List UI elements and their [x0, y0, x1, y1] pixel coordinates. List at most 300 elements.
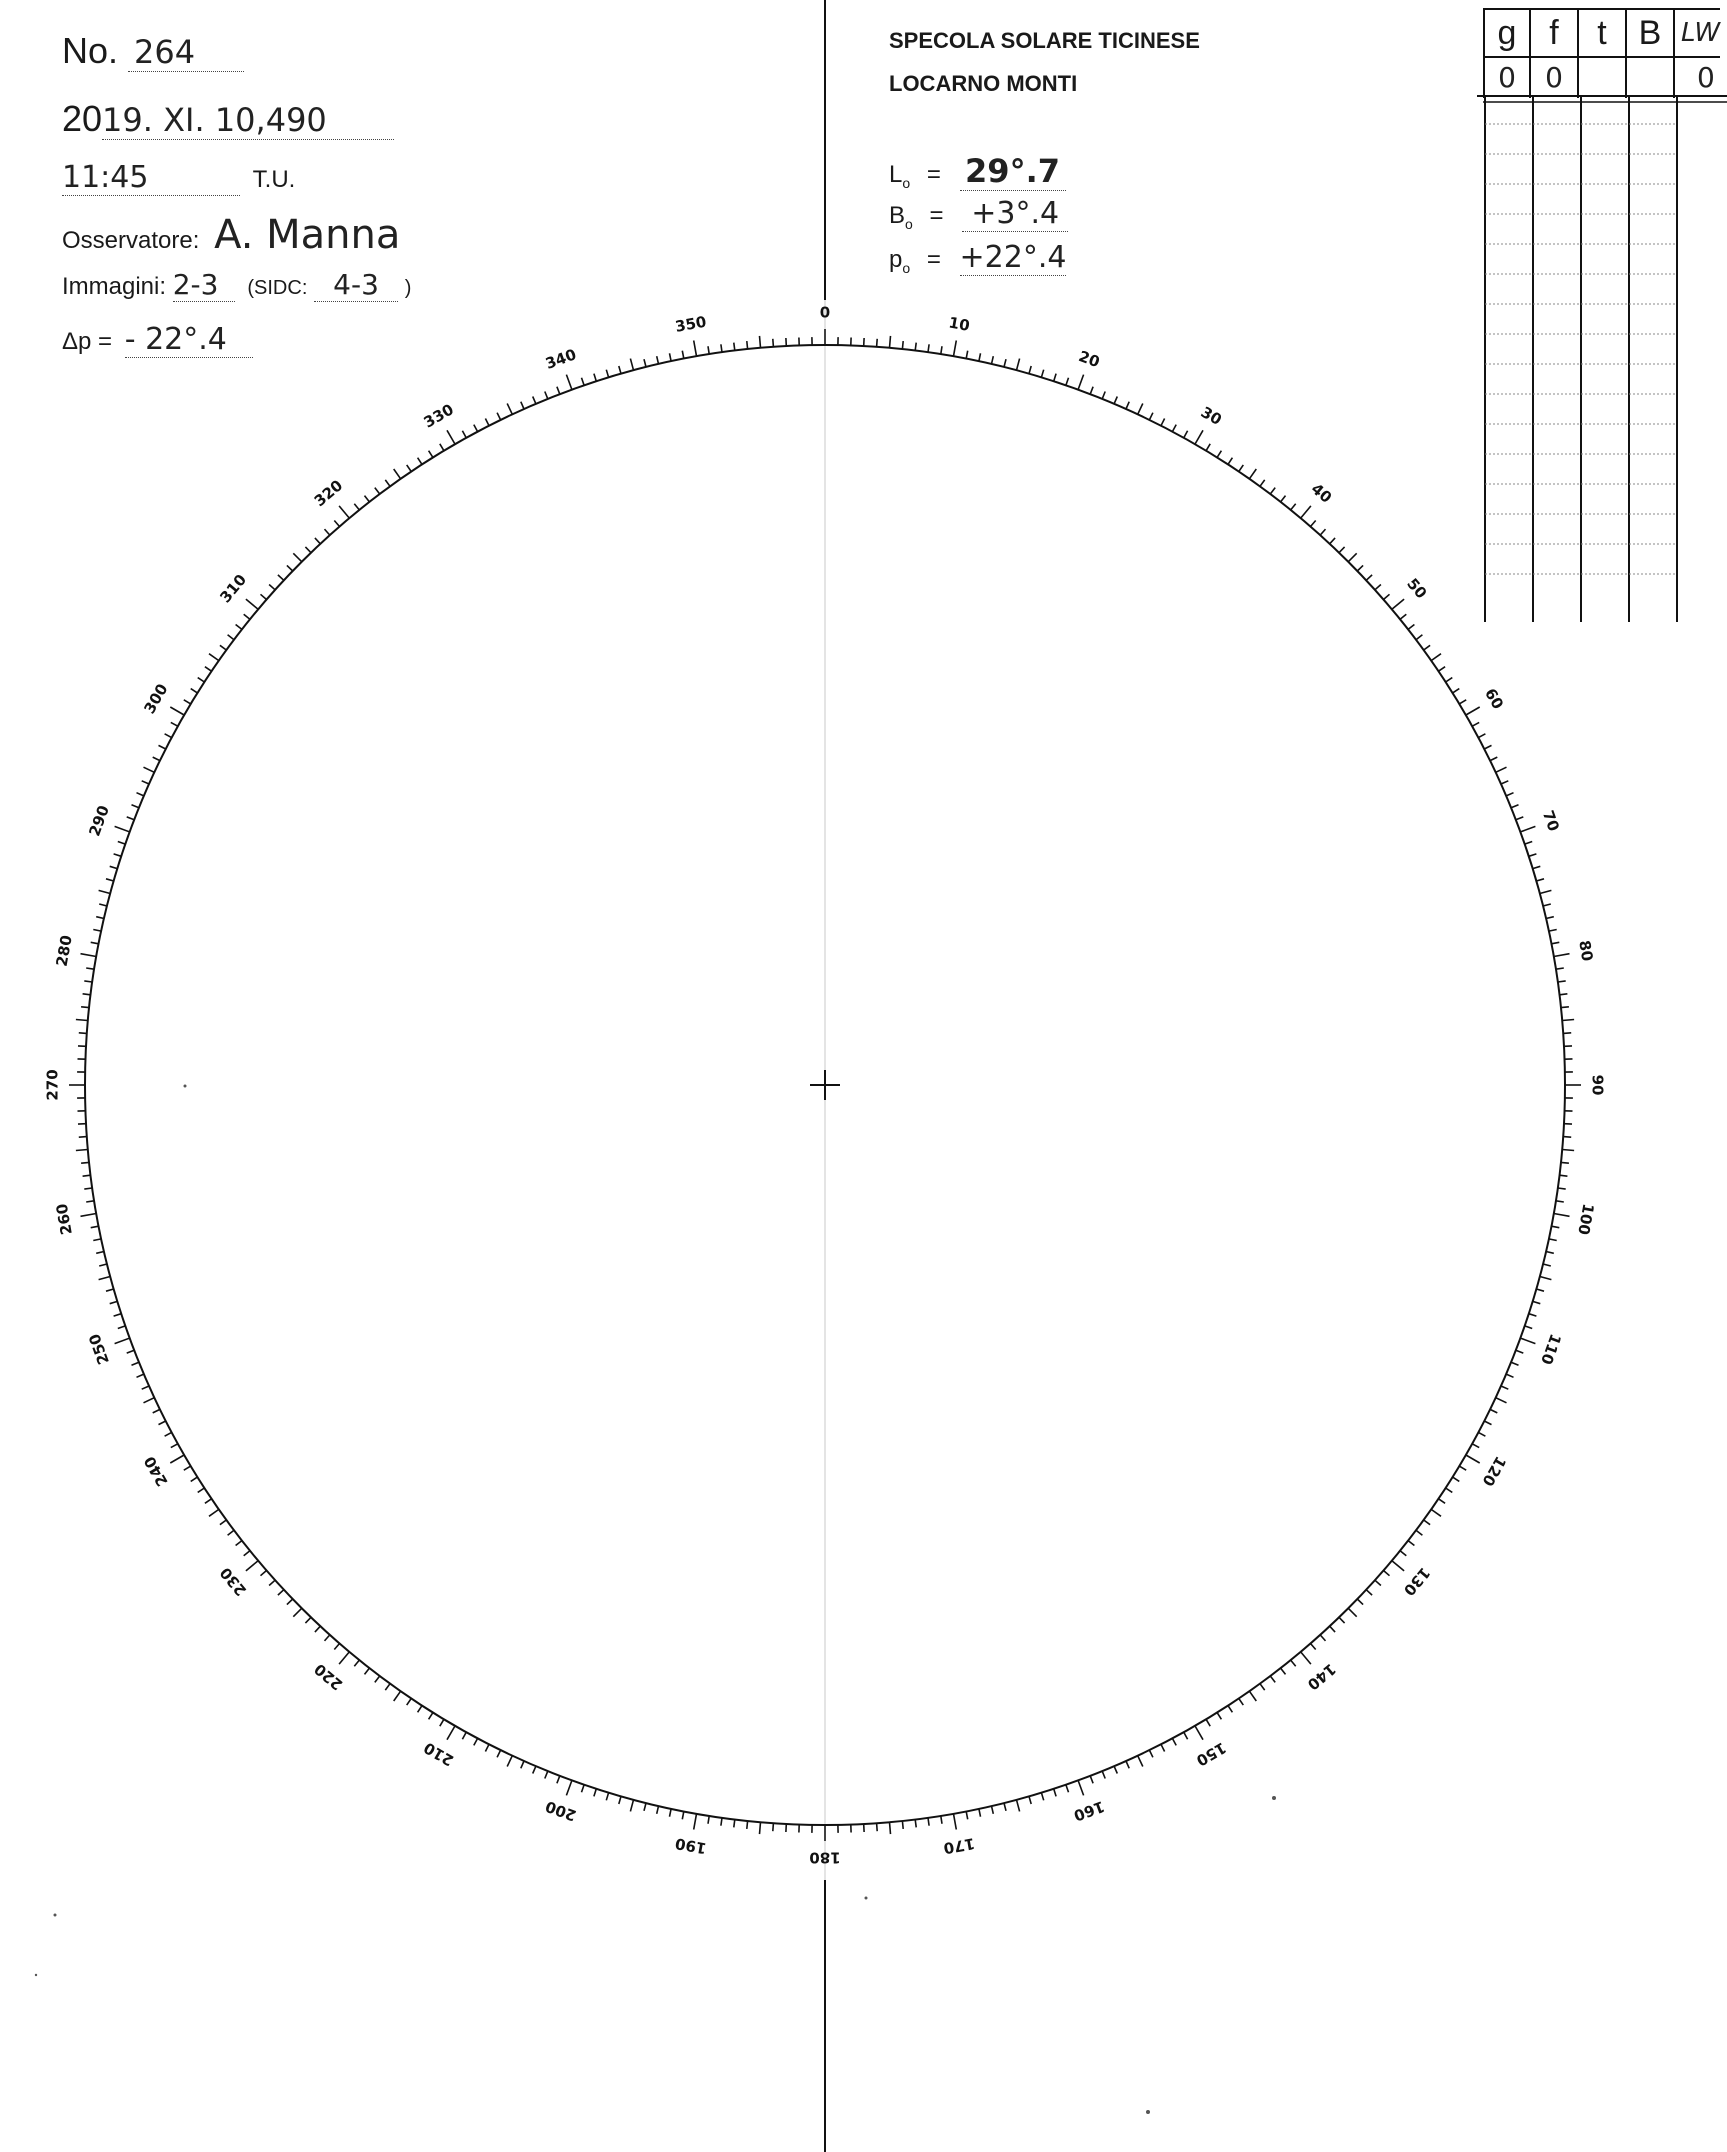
- degree-tick: [1453, 1477, 1460, 1481]
- degree-tick: [507, 1756, 512, 1767]
- degree-tick: [365, 1668, 370, 1674]
- degree-tick: [1446, 678, 1453, 682]
- degree-tick: [159, 745, 166, 749]
- degree-tick: [1366, 1590, 1372, 1595]
- degree-tick: [1478, 1432, 1485, 1436]
- degree-tick: [1078, 1780, 1084, 1795]
- degree-tick: [1029, 366, 1031, 374]
- degree-tick: [734, 343, 735, 351]
- degree-tick: [1446, 1488, 1453, 1492]
- degree-tick: [205, 1499, 212, 1504]
- degree-tick: [93, 1239, 101, 1241]
- degree-tick: [1560, 1175, 1568, 1176]
- degree-tick: [1554, 1214, 1570, 1217]
- degree-tick: [86, 1201, 94, 1202]
- degree-tick: [1484, 745, 1491, 749]
- degree-tick: [644, 359, 646, 367]
- degree-tick: [1102, 392, 1105, 399]
- degree-tick: [1195, 430, 1203, 444]
- degree-tick: [96, 917, 104, 919]
- degree-tick: [1311, 521, 1316, 527]
- degree-tick: [81, 1162, 89, 1163]
- degree-tick: [1562, 1020, 1574, 1021]
- degree-tick: [1320, 529, 1325, 535]
- B0-label: B: [889, 202, 906, 229]
- degree-label: 280: [52, 933, 76, 968]
- degree-tick: [1090, 387, 1093, 395]
- degree-tick: [1511, 1362, 1518, 1365]
- degree-tick: [407, 1699, 412, 1706]
- images-label: Immagini:: [62, 273, 167, 300]
- degree-tick: [1239, 465, 1244, 472]
- degree-tick: [1384, 594, 1390, 599]
- degree-tick: [81, 1007, 89, 1008]
- header-g: g: [1483, 10, 1531, 56]
- degree-tick: [1126, 1761, 1129, 1768]
- time-value: 11:45: [62, 160, 240, 196]
- degree-tick: [1184, 431, 1188, 438]
- degree-tick: [99, 1277, 111, 1280]
- degree-tick: [1424, 645, 1430, 650]
- sidc-close: ): [404, 277, 412, 299]
- degree-tick: [545, 392, 548, 399]
- degree-tick: [474, 425, 478, 432]
- degree-tick: [385, 480, 390, 486]
- degree-tick: [1516, 817, 1524, 820]
- degree-label: 110: [1537, 1331, 1565, 1367]
- degree-tick: [1392, 1561, 1404, 1571]
- B0-eq: =: [929, 202, 944, 229]
- degree-tick: [1556, 1201, 1564, 1202]
- degree-label: 60: [1481, 685, 1508, 713]
- degree-tick: [1017, 1800, 1020, 1812]
- degree-tick: [1551, 1226, 1559, 1228]
- degree-tick: [1556, 968, 1564, 969]
- degree-label: 200: [543, 1797, 579, 1825]
- degree-tick: [114, 1314, 122, 1316]
- degree-tick: [630, 1800, 633, 1812]
- degree-tick: [159, 1421, 166, 1425]
- degree-tick: [418, 458, 422, 465]
- degree-tick: [1540, 1277, 1552, 1280]
- degree-tick: [76, 1020, 88, 1021]
- degree-tick: [877, 1823, 878, 1831]
- degree-tick: [1004, 1803, 1006, 1811]
- degree-tick: [644, 1803, 646, 1811]
- degree-tick: [1478, 734, 1485, 738]
- degree-tick: [228, 1530, 234, 1535]
- degree-tick: [1357, 1599, 1363, 1605]
- degree-tick: [497, 1750, 501, 1757]
- degree-tick: [1424, 1520, 1430, 1525]
- degree-tick: [1561, 1007, 1569, 1008]
- degree-tick: [84, 981, 92, 982]
- degree-tick: [1466, 1455, 1480, 1463]
- degree-tick: [1102, 1771, 1105, 1778]
- degree-tick: [1066, 1785, 1069, 1793]
- degree-tick: [1529, 854, 1537, 856]
- degree-tick: [1558, 981, 1566, 982]
- degree-tick: [339, 1652, 349, 1664]
- degree-tick: [325, 529, 330, 535]
- degree-tick: [153, 757, 160, 761]
- degree-tick: [1533, 866, 1541, 868]
- degree-tick: [1536, 879, 1544, 881]
- degree-tick: [1260, 480, 1265, 486]
- degree-tick: [86, 968, 94, 969]
- degree-tick: [670, 1809, 672, 1817]
- degree-tick: [246, 599, 258, 609]
- degree-tick: [305, 1617, 311, 1623]
- degree-label: 260: [52, 1202, 76, 1237]
- degree-tick: [760, 1822, 761, 1834]
- degree-tick: [1228, 458, 1232, 465]
- degree-tick: [171, 722, 178, 726]
- degree-tick: [1439, 1499, 1446, 1504]
- degree-tick: [1490, 757, 1497, 761]
- degree-tick: [99, 1264, 107, 1266]
- degree-label: 320: [310, 476, 347, 511]
- number-value: 264: [128, 33, 244, 72]
- degree-tick: [521, 1761, 524, 1768]
- degree-tick: [1114, 1766, 1117, 1773]
- degree-tick: [99, 890, 111, 893]
- delta-p-value: - 22°.4: [125, 322, 253, 358]
- degree-tick: [1270, 1676, 1275, 1682]
- degree-tick: [315, 538, 320, 544]
- degree-label: 130: [1399, 1563, 1434, 1600]
- degree-tick: [1217, 1713, 1221, 1720]
- degree-tick: [1416, 635, 1422, 640]
- degree-tick: [447, 1726, 455, 1740]
- degree-tick: [165, 734, 172, 738]
- degree-tick: [941, 346, 942, 354]
- degree-tick: [144, 767, 155, 772]
- degree-label: 290: [85, 803, 113, 839]
- degree-tick: [429, 451, 433, 458]
- degree-tick: [209, 654, 219, 661]
- header-t: t: [1579, 10, 1627, 56]
- degree-tick: [418, 1706, 422, 1713]
- degree-tick: [375, 488, 380, 494]
- date-value: 19. XI. 10,490: [102, 101, 394, 140]
- degree-tick: [1138, 404, 1143, 415]
- L0-value: 29°.7: [960, 152, 1066, 191]
- degree-tick: [582, 378, 585, 386]
- observer-value: A. Manna: [214, 212, 401, 258]
- degree-tick: [657, 356, 659, 364]
- degree-tick: [191, 1477, 198, 1481]
- degree-tick: [708, 1816, 709, 1824]
- degree-tick: [1228, 1706, 1232, 1713]
- degree-tick: [261, 594, 267, 599]
- degree-tick: [394, 1691, 401, 1701]
- degree-tick: [269, 585, 275, 590]
- degree-tick: [137, 793, 144, 796]
- degree-tick: [606, 370, 608, 378]
- sidc-label: (SIDC:: [247, 277, 308, 299]
- degree-tick: [278, 1590, 284, 1595]
- degree-tick: [1439, 667, 1446, 672]
- degree-tick: [1408, 625, 1414, 630]
- degree-tick: [657, 1806, 659, 1814]
- degree-tick: [1239, 1699, 1244, 1706]
- degree-tick: [694, 341, 697, 357]
- B0-value: +3°.4: [962, 196, 1068, 232]
- degree-tick: [1560, 994, 1568, 995]
- degree-tick: [1543, 1264, 1551, 1266]
- degree-tick: [1172, 1738, 1176, 1745]
- degree-tick: [171, 1444, 178, 1448]
- degree-tick: [127, 1350, 135, 1353]
- degree-tick: [1501, 781, 1508, 784]
- degree-tick: [170, 707, 184, 715]
- degree-tick: [1511, 805, 1518, 808]
- degree-tick: [110, 866, 118, 868]
- degree-tick: [533, 397, 536, 404]
- degree-tick: [1270, 488, 1275, 494]
- degree-tick: [110, 1301, 118, 1303]
- degree-tick: [79, 1137, 87, 1138]
- value-g: 0: [1483, 58, 1531, 98]
- degree-tick: [244, 1551, 250, 1556]
- degree-tick: [1375, 1580, 1381, 1585]
- degree-tick: [91, 942, 99, 944]
- degree-tick: [407, 465, 412, 472]
- degree-tick: [966, 1811, 968, 1819]
- degree-tick: [191, 689, 198, 693]
- degree-tick: [1301, 1652, 1311, 1664]
- degree-tick: [619, 1796, 621, 1804]
- degree-tick: [594, 374, 596, 382]
- degree-tick: [198, 1488, 205, 1492]
- degree-tick: [142, 1386, 149, 1389]
- degree-tick: [1496, 1398, 1507, 1403]
- header-f: f: [1531, 10, 1579, 56]
- degree-tick: [93, 930, 101, 932]
- degree-tick: [209, 1509, 219, 1516]
- degree-tick: [1453, 689, 1460, 693]
- degree-tick: [1029, 1796, 1031, 1804]
- degree-tick: [429, 1713, 433, 1720]
- degree-tick: [582, 1785, 585, 1793]
- degree-tick: [1501, 1386, 1508, 1389]
- degree-tick: [325, 1635, 330, 1641]
- degree-tick: [79, 1033, 87, 1034]
- count-table-body: [1477, 96, 1727, 622]
- degree-tick: [462, 431, 466, 438]
- degree-tick: [354, 1660, 359, 1666]
- degree-tick: [1090, 1776, 1093, 1784]
- p0-label: p: [889, 246, 903, 273]
- degree-tick: [1400, 614, 1406, 619]
- degree-label: 120: [1478, 1453, 1510, 1490]
- degree-tick: [474, 1738, 478, 1745]
- institution-line-1: SPECOLA SOLARE TICINESE: [889, 28, 1200, 53]
- degree-tick: [1392, 599, 1404, 609]
- header-B: B: [1627, 10, 1675, 56]
- degree-tick: [1004, 359, 1006, 367]
- degree-tick: [334, 521, 339, 527]
- degree-tick: [106, 879, 114, 881]
- degree-tick: [1206, 444, 1210, 451]
- degree-tick: [507, 404, 512, 415]
- degree-tick: [1506, 1374, 1513, 1377]
- degree-tick: [966, 351, 968, 359]
- degree-label: 230: [216, 1563, 251, 1600]
- number-label: No.: [62, 30, 119, 71]
- degree-label: 150: [1193, 1738, 1230, 1770]
- L0-label: L: [889, 161, 903, 188]
- degree-tick: [747, 341, 748, 349]
- degree-tick: [1472, 1444, 1479, 1448]
- degree-tick: [118, 1326, 126, 1329]
- degree-tick: [1549, 1239, 1557, 1241]
- degree-tick: [1562, 1150, 1574, 1151]
- degree-label: 310: [216, 570, 251, 607]
- degree-tick: [293, 553, 301, 561]
- degree-label: 50: [1403, 574, 1431, 603]
- degree-tick: [83, 994, 91, 995]
- degree-tick: [566, 1780, 572, 1795]
- degree-tick: [682, 1811, 684, 1819]
- degree-tick: [694, 1814, 697, 1830]
- degree-tick: [153, 1409, 160, 1413]
- degree-tick: [1408, 1541, 1414, 1546]
- degree-tick: [334, 1644, 339, 1650]
- degree-tick: [287, 565, 293, 571]
- degree-label: 330: [420, 400, 457, 432]
- degree-tick: [721, 1818, 722, 1826]
- degree-label: 190: [673, 1834, 708, 1858]
- degree-tick: [902, 341, 903, 349]
- degree-tick: [447, 430, 455, 444]
- degree-tick: [1348, 1608, 1356, 1616]
- degree-tick: [287, 1599, 293, 1605]
- degree-tick: [630, 359, 633, 371]
- degree-label: 140: [1303, 1659, 1340, 1694]
- degree-tick: [184, 700, 191, 704]
- degree-tick: [992, 1806, 994, 1814]
- degree-tick: [339, 506, 349, 518]
- degree-tick: [992, 356, 994, 364]
- degree-tick: [1375, 585, 1381, 590]
- p0-value: +22°.4: [959, 240, 1067, 275]
- degree-tick: [1400, 1551, 1406, 1556]
- degree-tick: [440, 444, 444, 451]
- degree-tick: [144, 1398, 155, 1403]
- degree-label: 240: [140, 1453, 172, 1490]
- degree-tick: [1339, 1617, 1345, 1623]
- degree-tick: [1459, 700, 1466, 704]
- value-f: 0: [1531, 58, 1579, 98]
- degree-tick: [220, 1520, 226, 1525]
- degree-tick: [890, 1822, 891, 1834]
- degree-tick: [236, 625, 242, 630]
- degree-tick: [557, 1776, 560, 1784]
- degree-tick: [721, 344, 722, 352]
- degree-tick: [96, 1252, 104, 1254]
- degree-label: 0: [819, 303, 831, 322]
- degree-tick: [1172, 425, 1176, 432]
- degree-tick: [1330, 1626, 1335, 1632]
- degree-tick: [1184, 1732, 1188, 1739]
- degree-label: 300: [140, 680, 172, 717]
- degree-tick: [1459, 1466, 1466, 1470]
- degree-tick: [485, 419, 489, 426]
- degree-tick: [747, 1821, 748, 1829]
- degree-label: 220: [310, 1659, 347, 1694]
- degree-tick: [293, 1608, 301, 1616]
- degree-tick: [1466, 707, 1480, 715]
- degree-tick: [1320, 1635, 1325, 1641]
- degree-tick: [594, 1789, 596, 1797]
- degree-tick: [915, 1820, 916, 1828]
- degree-tick: [1520, 826, 1535, 832]
- degree-tick: [1281, 496, 1286, 502]
- degree-tick: [773, 339, 774, 347]
- degree-tick: [1551, 942, 1559, 944]
- degree-label: 170: [942, 1834, 977, 1858]
- degree-tick: [682, 351, 684, 359]
- degree-tick: [115, 1338, 130, 1344]
- degree-label: 180: [809, 1848, 841, 1867]
- degree-tick: [165, 1432, 172, 1436]
- degree-tick: [708, 346, 709, 354]
- degree-tick: [1054, 374, 1056, 382]
- degree-tick: [1543, 904, 1551, 906]
- degree-tick: [81, 954, 97, 957]
- degree-tick: [385, 1684, 390, 1690]
- degree-tick: [354, 504, 359, 510]
- degree-tick: [198, 678, 205, 682]
- degree-tick: [83, 1175, 91, 1176]
- degree-tick: [1558, 1188, 1566, 1189]
- degree-tick: [1563, 1137, 1571, 1138]
- L0-sub: o: [902, 174, 911, 191]
- degree-tick: [1291, 1660, 1296, 1666]
- degree-tick: [1311, 1644, 1316, 1650]
- degree-tick: [954, 341, 957, 357]
- degree-tick: [1546, 917, 1554, 919]
- degree-tick: [533, 1766, 536, 1773]
- date-prefix: 20: [62, 98, 103, 139]
- degree-tick: [1357, 565, 1363, 571]
- degree-tick: [1066, 378, 1069, 386]
- degree-tick: [99, 904, 107, 906]
- degree-label: 250: [85, 1331, 113, 1367]
- degree-tick: [1366, 575, 1372, 580]
- degree-tick: [1195, 1726, 1203, 1740]
- degree-tick: [1554, 954, 1570, 957]
- degree-tick: [440, 1719, 444, 1726]
- degree-tick: [734, 1820, 735, 1828]
- degree-tick: [670, 353, 672, 361]
- degree-tick: [954, 1814, 957, 1830]
- degree-tick: [1490, 1409, 1497, 1413]
- degree-tick: [1149, 413, 1153, 420]
- degree-tick: [1138, 1756, 1143, 1767]
- header-lw: LW: [1681, 18, 1721, 48]
- center-cross: [810, 1070, 840, 1100]
- degree-tick: [521, 402, 524, 409]
- degree-tick: [1536, 1289, 1544, 1291]
- degree-tick: [261, 1571, 267, 1576]
- degree-tick: [890, 336, 891, 348]
- degree-tick: [278, 575, 284, 580]
- p0-eq: =: [926, 246, 941, 273]
- degree-tick: [606, 1793, 608, 1801]
